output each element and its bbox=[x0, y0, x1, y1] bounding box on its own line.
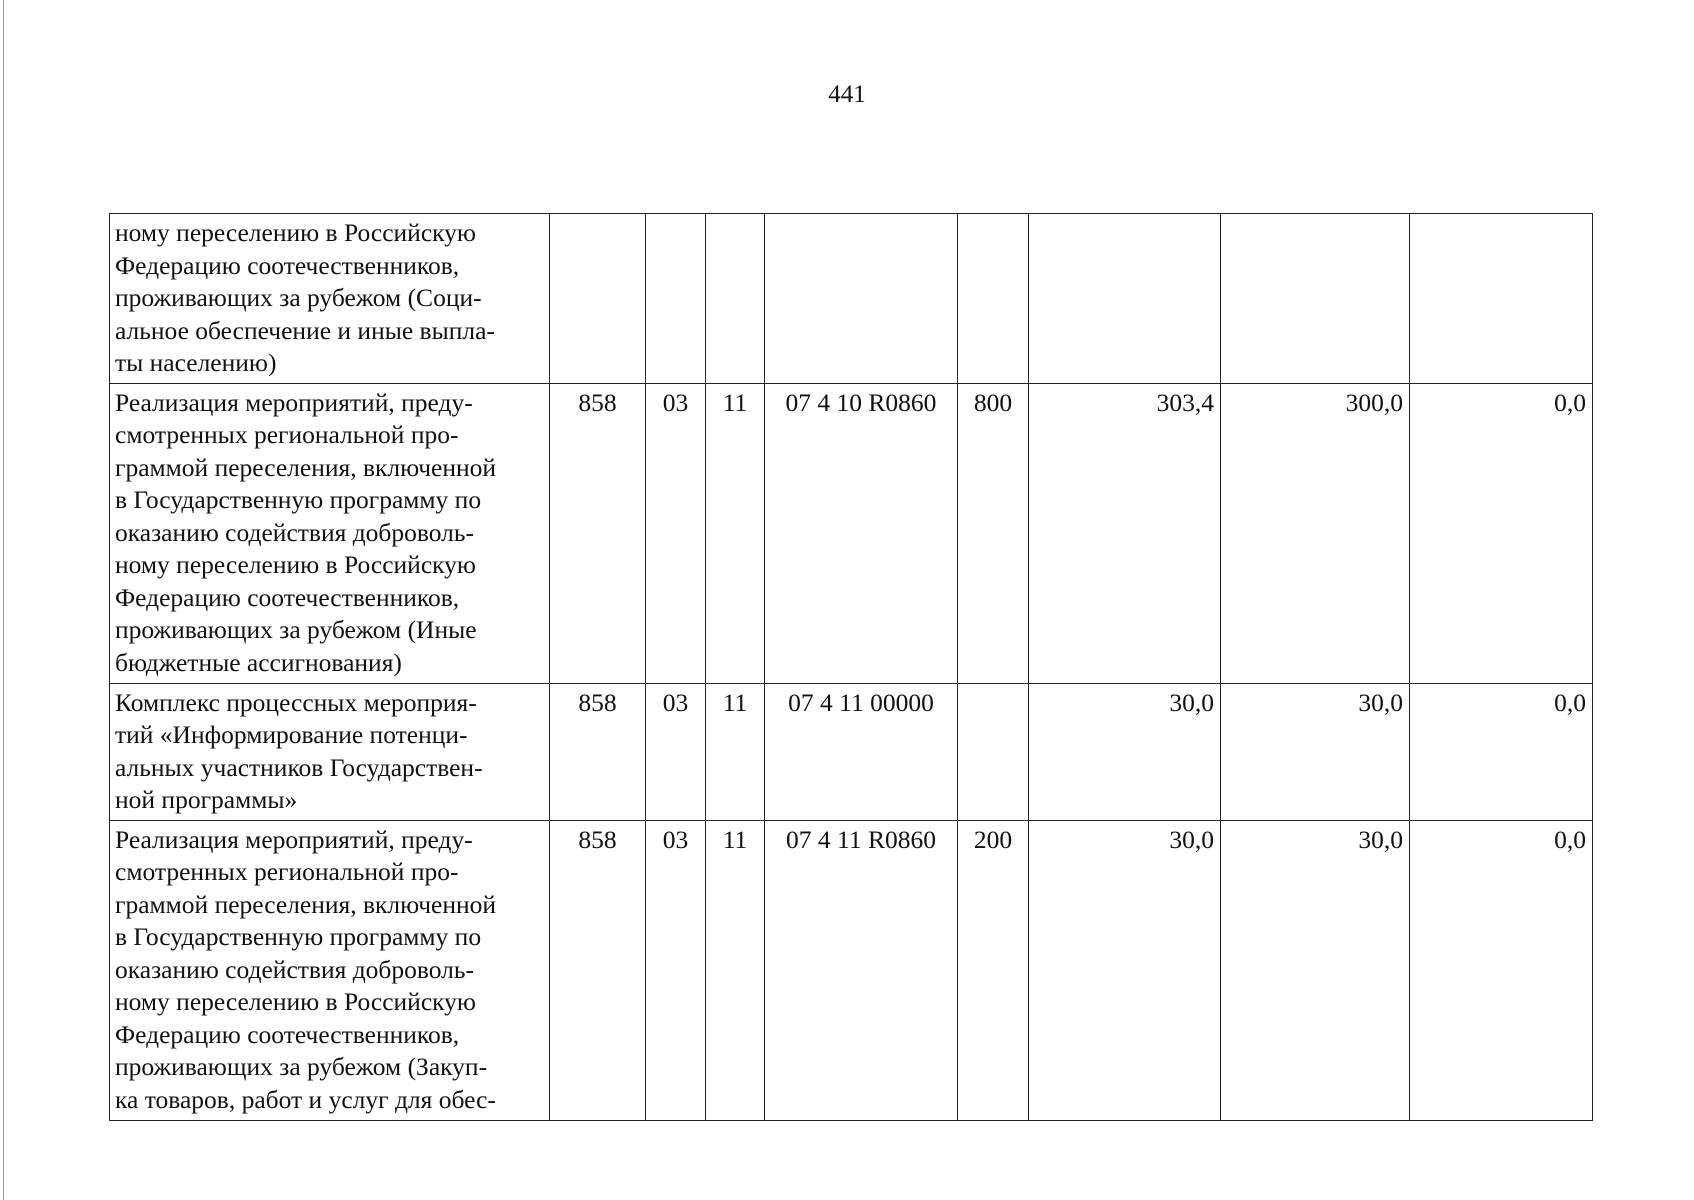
section-code-cell: 03 bbox=[646, 383, 706, 683]
scan-edge-line bbox=[3, 0, 4, 1200]
subsection-code-cell: 11 bbox=[706, 820, 765, 1120]
row-name-line: альное обеспечение и иные выпла- bbox=[115, 315, 495, 345]
row-name-line: Федерацию соотечественников, bbox=[115, 250, 460, 280]
row-name-cell bbox=[110, 214, 550, 384]
target-article-cell: 07 4 10 R0860 bbox=[765, 383, 958, 683]
budget-table bbox=[109, 213, 1593, 1121]
table-row bbox=[110, 214, 1593, 384]
row-name-line: проживающих за рубежом (Закуп- bbox=[115, 1052, 488, 1081]
row-name-line: ному переселению в Российскую bbox=[115, 218, 476, 247]
amount-cell-2: 300,0 bbox=[1221, 383, 1410, 683]
row-name-line: граммой переселения, включенной bbox=[115, 452, 497, 482]
row-name-line: ному переселению в Российскую bbox=[115, 987, 476, 1016]
row-name-line: Реализация мероприятий, преду- bbox=[115, 824, 473, 854]
row-name-line: Реализация мероприятий, преду- bbox=[115, 387, 473, 417]
amount-cell-2 bbox=[1221, 214, 1410, 384]
amount-cell-1: 30,0 bbox=[1029, 683, 1221, 820]
row-name-line: в Государственную программу по bbox=[115, 485, 482, 514]
ved-code-cell: 858 bbox=[550, 683, 646, 820]
row-name-line: ному переселению в Российскую bbox=[115, 550, 476, 579]
subsection-code-cell: 11 bbox=[706, 683, 765, 820]
table-row bbox=[110, 683, 1593, 820]
row-name-line: проживающих за рубежом (Соци- bbox=[115, 283, 482, 312]
expense-type-cell: 800 bbox=[958, 383, 1029, 683]
expense-type-cell bbox=[958, 683, 1029, 820]
subsection-code-cell bbox=[706, 214, 765, 384]
row-name-line: ты населению) bbox=[115, 348, 277, 377]
ved-code-cell: 858 bbox=[550, 820, 646, 1120]
amount-cell-3: 0,0 bbox=[1410, 820, 1593, 1120]
target-article-cell: 07 4 11 R0860 bbox=[765, 820, 958, 1120]
row-name-line: Федерацию соотечественников, bbox=[115, 582, 460, 612]
row-name-line: смотренных региональной про- bbox=[115, 857, 459, 886]
table-row bbox=[110, 383, 1593, 683]
row-name-line: в Государственную программу по bbox=[115, 922, 482, 951]
amount-cell-1: 30,0 bbox=[1029, 820, 1221, 1120]
amount-cell-2: 30,0 bbox=[1221, 683, 1410, 820]
row-name-line: граммой переселения, включенной bbox=[115, 889, 497, 919]
section-code-cell: 03 bbox=[646, 683, 706, 820]
subsection-code-cell: 11 bbox=[706, 383, 765, 683]
row-name-line: проживающих за рубежом (Иные bbox=[115, 615, 477, 644]
amount-cell-1: 303,4 bbox=[1029, 383, 1221, 683]
row-name-line: ка товаров, работ и услуг для обес- bbox=[115, 1084, 496, 1114]
target-article-cell: 07 4 11 00000 bbox=[765, 683, 958, 820]
row-name-cell bbox=[110, 383, 550, 683]
target-article-cell bbox=[765, 214, 958, 384]
section-code-cell bbox=[646, 214, 706, 384]
section-code-cell: 03 bbox=[646, 820, 706, 1120]
amount-cell-1 bbox=[1029, 214, 1221, 384]
row-name-line: оказанию содействия доброволь- bbox=[115, 517, 475, 547]
amount-cell-3: 0,0 bbox=[1410, 383, 1593, 683]
amount-cell-3 bbox=[1410, 214, 1593, 384]
ved-code-cell bbox=[550, 214, 646, 384]
amount-cell-3: 0,0 bbox=[1410, 683, 1593, 820]
amount-cell-2: 30,0 bbox=[1221, 820, 1410, 1120]
expense-type-cell bbox=[958, 214, 1029, 384]
row-name-cell bbox=[110, 683, 550, 820]
row-name-line: Комплекс процессных мероприя- bbox=[115, 687, 477, 717]
expense-type-cell: 200 bbox=[958, 820, 1029, 1120]
row-name-cell bbox=[110, 820, 550, 1120]
row-name-line: Федерацию соотечественников, bbox=[115, 1019, 460, 1049]
ved-code-cell: 858 bbox=[550, 383, 646, 683]
row-name-line: тий «Информирование потенци- bbox=[115, 720, 468, 749]
row-name-line: оказанию содействия доброволь- bbox=[115, 954, 475, 984]
page-number: 441 bbox=[828, 81, 866, 108]
table-row bbox=[110, 820, 1593, 1120]
row-name-line: смотренных региональной про- bbox=[115, 420, 459, 449]
row-name-line: ной программы» bbox=[115, 785, 298, 814]
row-name-line: бюджетные ассигнования) bbox=[115, 647, 402, 677]
row-name-line: альных участников Государствен- bbox=[115, 752, 483, 782]
